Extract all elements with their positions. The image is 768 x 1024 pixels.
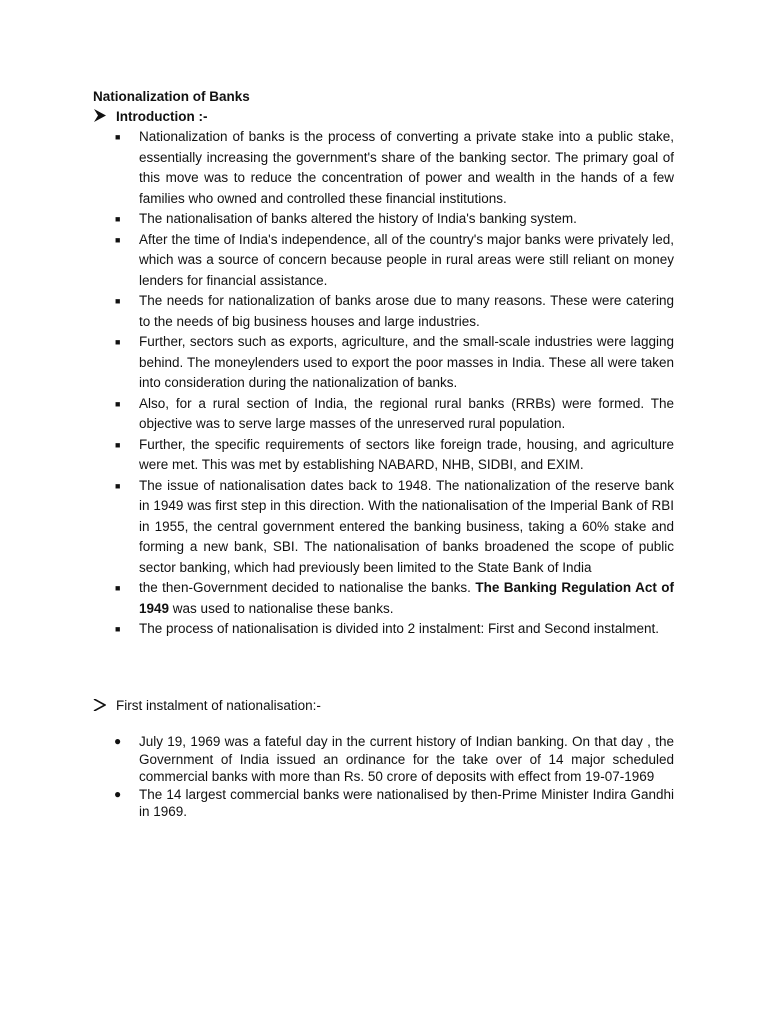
- list-item: ■ Nationalization of banks is the process of converting a private stake into a public stake, essentially increasing the government's share of the banking sector. The primary goal of this move was to reduce the concentration of power and wealth in the hands of a few families who owned and controlled these financial institutions.: [115, 129, 674, 206]
- square-bullet-icon: ■: [115, 234, 121, 245]
- list-item: ■ Further, sectors such as exports, agriculture, and the small-scale industries were lagging behind. The moneylenders used to export the poor masses in India. These all were taken into consideration during the nationalization of banks.: [115, 334, 674, 390]
- list-item: ■ The process of nationalisation is divided into 2 instalment: First and Second instalment.: [114, 619, 674, 640]
- list-item: ● The 14 largest commercial banks were nationalised by then-Prime Minister Indira Gandhi in 1969.: [114, 786, 674, 819]
- section-heading-first-instalment: First instalment of nationalisation:-: [93, 697, 321, 715]
- document-title: Nationalization of Banks: [93, 89, 250, 104]
- list-item: ■ Also, for a rural section of India, the regional rural banks (RRBs) were formed. The objective was to serve large masses of the unreserved rural population.: [115, 395, 674, 431]
- list-item: ■ The nationalisation of banks altered the history of India's banking system.: [114, 209, 674, 230]
- square-bullet-icon: ■: [115, 296, 121, 306]
- list-item: ■ the then-Government decided to nationalise the banks. The Banking Regulation Act of 1949 was used to nationalise these banks.: [115, 580, 674, 616]
- list-item: ■ The issue of nationalisation dates back to 1948. The nationalization of the reserve bank in 1949 was first step in this direction. With the nationalisation of the Imperial Bank of RBI in 1955, the central government entered the banking business, taking a 60% stake and forming a new bank, SBI. The nationalisation of banks broadened the scope of public sector banking, which had previously been limited to the State Bank of India: [115, 477, 674, 575]
- square-bullet-icon: ■: [115, 337, 121, 347]
- square-bullet-icon: ■: [115, 214, 121, 224]
- introduction-list: [114, 127, 674, 640]
- list-item: ■ The needs for nationalization of banks arose due to many reasons. These were catering to the needs of big business houses and large industries.: [115, 293, 674, 329]
- first-instalment-list: [114, 733, 674, 821]
- round-bullet-icon: ●: [114, 786, 122, 801]
- list-item: ■ Further, the specific requirements of sectors like foreign trade, housing, and agriculture were met. This was met by establishing NABARD, NHB, SIDBI, and EXIM.: [115, 436, 674, 472]
- list-item: ■ After the time of India's independence, all of the country's major banks were privately led, which was a source of concern because people in rural areas were still reliant on money lenders for financial assistance.: [115, 231, 674, 288]
- square-bullet-icon: ■: [115, 398, 121, 409]
- square-bullet-icon: ■: [115, 624, 121, 634]
- square-bullet-icon: ■: [115, 583, 121, 593]
- square-bullet-icon: ■: [115, 480, 121, 491]
- banking-regulation-act: The Banking Regulation Act of 1949: [139, 580, 674, 616]
- round-bullet-icon: ●: [114, 734, 122, 748]
- arrowhead-icon: [93, 108, 111, 126]
- square-bullet-icon: ■: [115, 132, 121, 142]
- section-heading-introduction: Introduction :-: [93, 108, 207, 126]
- square-bullet-icon: ■: [115, 439, 121, 450]
- arrowhead-icon: [93, 697, 111, 715]
- list-item: ● July 19, 1969 was a fateful day in the current history of Indian banking. On that day , the Government of India issued an ordinance for the take over of 14 major scheduled commercial banks with more than Rs. 50 crore of deposits with effect from 19-07-1969: [114, 734, 674, 784]
